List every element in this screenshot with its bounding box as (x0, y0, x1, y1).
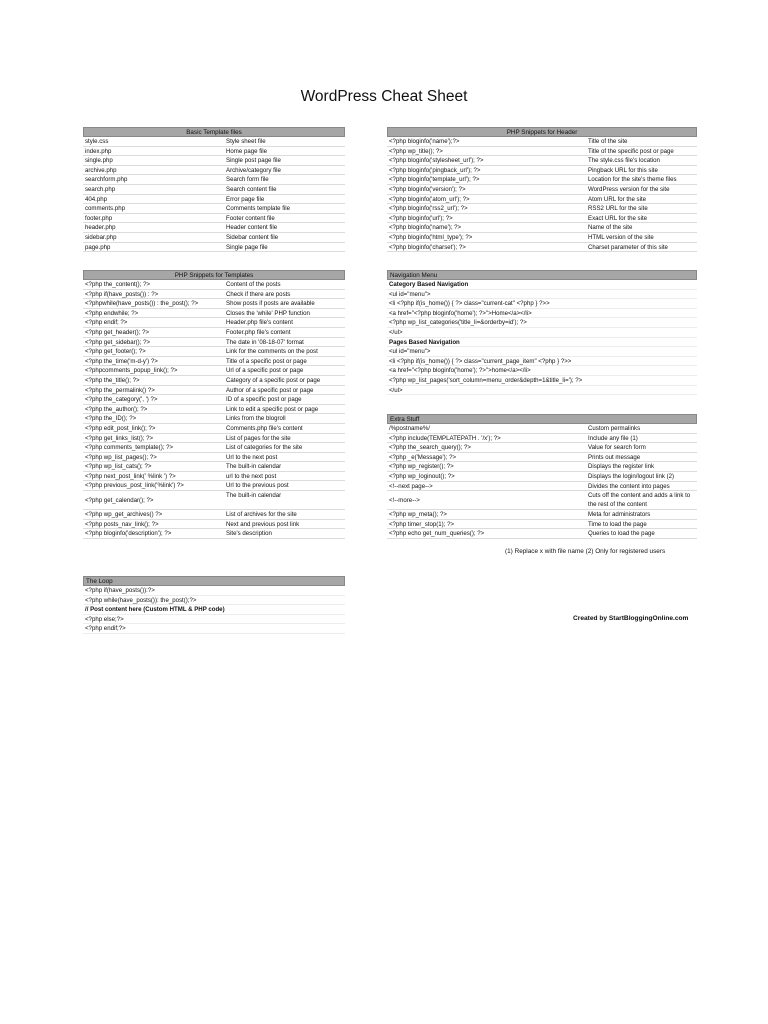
description-cell: Atom URL for the site (588, 195, 647, 203)
code-cell: <?php bloginfo('url'); ?> (389, 214, 453, 222)
description-cell: Check if there are posts (226, 290, 291, 298)
code-cell: <?php the_permalink() ?> (85, 386, 155, 394)
table-row (83, 214, 345, 224)
description-cell: Title of a specific post or page (226, 357, 307, 365)
table-row (83, 510, 345, 520)
description-cell: List of archives for the site (226, 511, 297, 519)
code-line: <a href="<?php bloginfo('home'); ?>">home</a></li> (387, 366, 697, 376)
table-row (83, 204, 345, 214)
description-cell: The built-in calendar (226, 492, 282, 500)
table-row (387, 472, 697, 482)
category-nav-title: Category Based Navigation (387, 280, 697, 290)
code-cell: <!--more--> (389, 496, 420, 504)
table-row (83, 156, 345, 166)
description-cell: Exact URL for the site (588, 214, 648, 222)
description-cell: Home page file (226, 147, 267, 155)
code-cell: <?php edit_post_link(); ?> (85, 424, 156, 432)
table-header: PHP Snippets for Templates (83, 270, 345, 280)
code-line: <?php else;?> (83, 615, 345, 625)
table-row (83, 299, 345, 309)
description-cell: Next and previous post link (226, 520, 300, 528)
description-cell: Header content file (226, 224, 278, 232)
code-cell: <?php get_calendar(); ?> (85, 496, 154, 504)
table-row (387, 453, 697, 463)
code-cell: <?php bloginfo('template_url'); ?> (389, 176, 480, 184)
code-line: <?php wp_list_categories('title_li=&orderby=id'); ?> (387, 318, 697, 328)
code-cell: single.php (85, 157, 113, 165)
description-cell: RSS2 URL for the site (588, 205, 648, 213)
table-row (387, 491, 697, 510)
table-row (83, 462, 345, 472)
description-cell: Custom permalinks (588, 425, 641, 432)
code-line: <?php endif;?> (83, 624, 345, 634)
code-cell: header.php (85, 224, 116, 232)
code-cell: <?php the_content(); ?> (85, 281, 151, 288)
code-cell: <?php timer_stop(1); ?> (389, 520, 455, 528)
code-cell: <?php wp_get_archives() ?> (85, 511, 163, 519)
table-row (83, 309, 345, 319)
description-cell: Name of the site (588, 224, 633, 232)
table-row (387, 195, 697, 205)
code-cell: <?php bloginfo('description'); ?> (85, 530, 172, 538)
description-cell: Pingback URL for this site (588, 166, 658, 174)
description-cell: Divides the content into pages (588, 482, 670, 490)
code-cell: <?php wp_register(); ?> (389, 463, 454, 471)
code-cell: <?php bloginfo('html_type'); ?> (389, 233, 473, 241)
code-cell: <?php bloginfo('name'); ?> (389, 224, 462, 232)
navigation-menu-table (387, 270, 697, 395)
description-cell: Url of a specific post or page (226, 367, 304, 375)
footnote: (1) Replace x with file name (2) Only for registered users (505, 548, 666, 555)
description-cell: HTML version of the site (588, 233, 654, 241)
table-row (387, 482, 697, 492)
description-cell: Comments template file (226, 205, 291, 213)
table-body (387, 137, 697, 252)
description-cell: Url to the previous post (226, 482, 289, 490)
description-cell: Displays the register link (588, 463, 655, 471)
code-cell: /%postname%/ (389, 425, 430, 432)
code-line: <a href="<?php bloginfo('home'); ?>">Home</a></li> (387, 309, 697, 319)
description-cell: Error page file (226, 195, 265, 203)
table-row (387, 462, 697, 472)
code-line: </ul> (387, 386, 697, 396)
description-cell: Sidebar content file (226, 233, 279, 241)
code-cell: <?php bloginfo('pingback_url'); ?> (389, 166, 481, 174)
description-cell: Cuts off the content and adds a link to the rest of the content (588, 492, 691, 509)
description-cell: Content of the posts (226, 281, 281, 288)
table-row (83, 328, 345, 338)
code-cell: index.php (85, 147, 112, 155)
php-templates-table (83, 270, 345, 539)
code-block (387, 347, 697, 395)
code-cell: <?php wp_list_cats(); ?> (85, 463, 152, 471)
code-line: // Post content here (Custom HTML & PHP code) (83, 605, 345, 615)
code-cell: <?php endwhile; ?> (85, 309, 139, 317)
code-line: <?php wp_list_pages('sort_column=menu_order&depth=1&title_li='); ?> (387, 376, 697, 386)
description-cell: Comments.php file's content (226, 424, 303, 432)
description-cell: Search content file (226, 185, 277, 193)
description-cell: Prints out message (588, 453, 641, 461)
code-cell: <?php the_time('m-d-y') ?> (85, 357, 158, 365)
table-row (83, 481, 345, 491)
code-cell: <?php if(have_posts()) : ?> (85, 290, 159, 298)
description-cell: Category of a specific post or page (226, 376, 321, 384)
code-cell: archive.php (85, 166, 117, 174)
table-body (83, 137, 345, 252)
description-cell: Single post page file (226, 157, 281, 165)
table-header: The Loop (83, 576, 345, 586)
pages-nav-title: Pages Based Navigation (387, 338, 697, 348)
table-row (83, 395, 345, 405)
code-block (83, 586, 345, 634)
code-cell: <?php previous_post_link('%link') ?> (85, 482, 184, 490)
table-row (83, 147, 345, 157)
basic-templates-table (83, 127, 345, 252)
table-row (83, 243, 345, 253)
table-row (387, 204, 697, 214)
code-cell: <?php wp_list_pages(); ?> (85, 453, 157, 461)
code-cell: <?php get_footer(); ?> (85, 348, 146, 356)
table-row (387, 520, 697, 530)
table-row (83, 318, 345, 328)
table-row (387, 214, 697, 224)
description-cell: Value for search form (588, 444, 646, 452)
description-cell: Include any file (1) (588, 434, 638, 442)
code-cell: <?php endif; ?> (85, 319, 128, 327)
code-cell: <?php bloginfo('version'); ?> (389, 185, 466, 193)
code-cell: <?php _e('Message'); ?> (389, 453, 457, 461)
code-cell: <?php the_title(); ?> (85, 376, 140, 384)
code-line: <?php while(have_posts()): the_post();?> (83, 596, 345, 606)
code-cell: <?php bloginfo('atom_url'); ?> (389, 195, 470, 203)
table-row (83, 472, 345, 482)
description-cell: Title of the site (588, 138, 628, 145)
code-cell: style.css (85, 138, 109, 145)
table-row (83, 434, 345, 444)
table-body (387, 424, 697, 539)
table-row (387, 243, 697, 253)
description-cell: The built-in calendar (226, 463, 282, 471)
code-cell: <?php the_category(', ') ?> (85, 396, 158, 404)
table-row (83, 347, 345, 357)
description-cell: Link to edit a specific post or page (226, 405, 319, 413)
code-cell: <?phpwhile(have_posts()) : the_post(); ?> (85, 300, 199, 308)
description-cell: Location for the site's theme files (588, 176, 677, 184)
description-cell: Author of a specific post or page (226, 386, 314, 394)
code-line: </ul> (387, 328, 697, 338)
table-row (83, 175, 345, 185)
code-cell: <?php get_sidebar(); ?> (85, 338, 151, 346)
code-cell: <?php include(TEMPLATEPATH . '/x'); ?> (389, 434, 501, 442)
table-row (83, 233, 345, 243)
table-row (83, 376, 345, 386)
table-row (83, 386, 345, 396)
description-cell: The style.css file's location (588, 157, 660, 165)
code-cell: 404.php (85, 195, 108, 203)
credit-line: Created by StartBloggingOnline.com (573, 615, 689, 622)
table-row (83, 357, 345, 367)
table-row (83, 443, 345, 453)
table-row (83, 166, 345, 176)
description-cell: Links from the blogroll (226, 415, 286, 423)
table-row (387, 434, 697, 444)
code-cell: <?php echo get_num_queries(); ?> (389, 530, 485, 538)
table-row (387, 443, 697, 453)
table-row (83, 414, 345, 424)
description-cell: Archive/category file (226, 166, 281, 174)
code-line: <ul id="menu"> (387, 290, 697, 300)
description-cell: Queries to load the page (588, 530, 655, 538)
description-cell: Charset parameter of this site (588, 243, 668, 251)
code-cell: <?php wp_loginout(); ?> (389, 472, 455, 480)
table-row (83, 366, 345, 376)
description-cell: Search form file (226, 176, 269, 184)
code-cell: <?phpcomments_popup_link(); ?> (85, 367, 178, 375)
description-cell: Meta for administrators (588, 511, 651, 519)
php-header-table (387, 127, 697, 252)
table-row (387, 223, 697, 233)
table-row (83, 491, 345, 510)
code-cell: comments.php (85, 205, 125, 213)
table-row (387, 166, 697, 176)
code-cell: <?php bloginfo('name');?> (389, 138, 460, 145)
table-header: Navigation Menu (387, 270, 697, 280)
the-loop-table (83, 576, 345, 634)
table-row (83, 453, 345, 463)
table-row (387, 147, 697, 157)
description-cell: WordPress version for the site (588, 185, 670, 193)
code-cell: <?php next_post_link(' %link ') ?> (85, 472, 176, 480)
page-title: WordPress Cheat Sheet (300, 88, 468, 105)
table-row (83, 405, 345, 415)
description-cell: Site's description (226, 530, 272, 538)
code-cell: <?php the_author(); ?> (85, 405, 148, 413)
table-row (387, 510, 697, 520)
table-row (83, 338, 345, 348)
table-row (83, 424, 345, 434)
code-cell: <?php bloginfo('rss2_url'); ?> (389, 205, 468, 213)
code-line: <?php if(have_posts()):?> (83, 586, 345, 596)
table-row (387, 137, 697, 147)
description-cell: List of categories for the site (226, 444, 303, 452)
code-line: <li <?php if(is_home()) { ?> class="current_page_item" <?php } ?>> (387, 357, 697, 367)
table-header: PHP Snippets for Header (387, 127, 697, 137)
code-cell: <?php posts_nav_link(); ?> (85, 520, 159, 528)
description-cell: Show posts if posts are available (226, 300, 315, 308)
code-line: <li <?php if(is_home()) { ?> class="current-cat" <?php } ?>> (387, 299, 697, 309)
table-row (83, 529, 345, 539)
description-cell: Footer content file (226, 214, 275, 222)
description-cell: Time to load the page (588, 520, 647, 528)
table-row (387, 156, 697, 166)
code-cell: <?php the_ID(); ?> (85, 415, 137, 423)
description-cell: Link for the comments on the post (226, 348, 318, 356)
code-cell: footer.php (85, 214, 113, 222)
code-cell: <?php bloginfo('stylesheet_url'); ?> (389, 157, 484, 165)
table-row (83, 280, 345, 290)
table-row (83, 195, 345, 205)
code-line: <ul id="menu"> (387, 347, 697, 357)
description-cell: url to the next post (226, 472, 277, 480)
table-row (83, 520, 345, 530)
description-cell: Style sheet file (226, 138, 266, 145)
table-row (83, 223, 345, 233)
code-cell: <?php get_links_list(); ?> (85, 434, 154, 442)
table-row (387, 175, 697, 185)
table-row (83, 290, 345, 300)
table-row (83, 137, 345, 147)
description-cell: Displays the login/logout link (2) (588, 472, 675, 480)
description-cell: The date in '08-18-07' format (226, 338, 304, 346)
description-cell: Single page file (226, 243, 268, 251)
code-cell: searchform.php (85, 176, 128, 184)
code-cell: <?php wp_title(); ?> (389, 147, 443, 155)
table-row (83, 185, 345, 195)
code-cell: <?php bloginfo('charset'); ?> (389, 243, 466, 251)
description-cell: Header.php file's content (226, 319, 293, 327)
description-cell: Title of the specific post or page (588, 147, 674, 155)
code-cell: search.php (85, 185, 116, 193)
code-cell: <?php comments_template(); ?> (85, 444, 174, 452)
code-cell: page.php (85, 243, 111, 251)
description-cell: ID of a specific post or page (226, 396, 302, 404)
code-block (387, 290, 697, 338)
table-header: Basic Template files (83, 127, 345, 137)
code-cell: <!--next page--> (389, 482, 433, 490)
extra-stuff-table (387, 414, 697, 539)
table-header: Extra Stuff (387, 414, 697, 424)
description-cell: List of pages for the site (226, 434, 291, 442)
code-cell: <?php the_search_query(); ?> (389, 444, 471, 452)
table-row (387, 424, 697, 434)
table-body (83, 280, 345, 539)
description-cell: Closes the 'while' PHP function (226, 309, 310, 317)
description-cell: Footer.php file's content (226, 328, 291, 336)
code-cell: sidebar.php (85, 233, 117, 241)
table-row (387, 185, 697, 195)
table-row (387, 233, 697, 243)
code-cell: <?php get_header(); ?> (85, 328, 150, 336)
table-row (387, 529, 697, 539)
description-cell: Url to the next post (226, 453, 278, 461)
code-cell: <?php wp_meta(); ?> (389, 511, 447, 519)
